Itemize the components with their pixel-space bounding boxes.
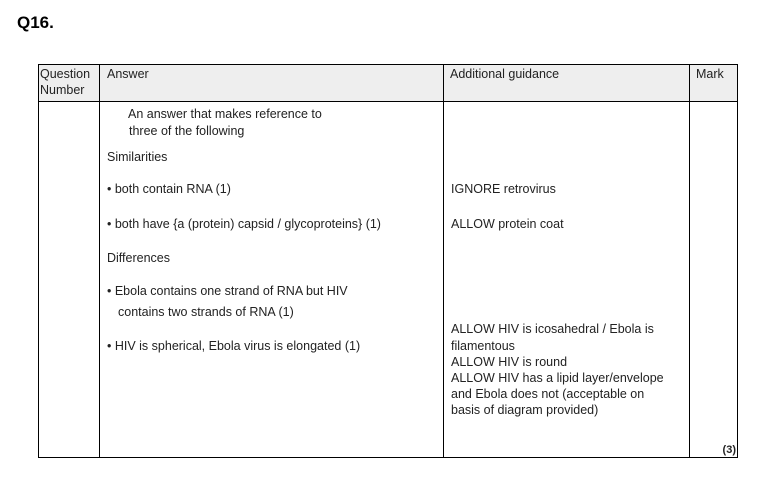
answer-cell: [100, 102, 444, 458]
difference-1-line-2: contains two strands of RNA (1): [118, 305, 294, 319]
question-label: Q16.: [17, 13, 54, 32]
question-number-cell: [39, 102, 100, 458]
header-question-number-line-1: Question: [40, 67, 91, 81]
guidance-3-line-6: basis of diagram provided): [451, 403, 599, 417]
guidance-3-line-5: and Ebola does not (acceptable on: [451, 387, 645, 401]
guidance-1: IGNORE retrovirus: [451, 182, 556, 196]
guidance-cell: [444, 102, 690, 458]
answer-intro-line-1: An answer that makes reference to: [128, 107, 322, 121]
header-question-number: [39, 65, 100, 102]
difference-2: • HIV is spherical, Ebola virus is elongated (1): [107, 339, 361, 353]
similarities-heading: Similarities: [107, 150, 168, 164]
similarity-1: • both contain RNA (1): [107, 182, 231, 196]
difference-1-line-1: • Ebola contains one strand of RNA but HIV: [107, 284, 348, 298]
answer-intro-line-2: three of the following: [129, 124, 245, 138]
mark-scheme-table: [38, 64, 738, 458]
answer-row: [39, 102, 738, 458]
header-question-number-line-2: Number: [40, 83, 85, 97]
guidance-2: ALLOW protein coat: [451, 217, 564, 231]
differences-heading: Differences: [107, 251, 170, 265]
guidance-3-line-3: ALLOW HIV is round: [451, 355, 568, 369]
header-guidance: Additional guidance: [444, 65, 690, 102]
similarity-2: • both have {a (protein) capsid / glycoproteins} (1): [107, 217, 381, 231]
guidance-3-line-1: ALLOW HIV is icosahedral / Ebola is: [451, 322, 654, 336]
guidance-3-line-2: filamentous: [451, 339, 515, 353]
header-row: [39, 65, 738, 102]
header-mark: Mark: [690, 65, 738, 102]
mark-total: (3): [722, 444, 736, 456]
mark-cell: [690, 102, 738, 458]
guidance-3-line-4: ALLOW HIV has a lipid layer/envelope: [451, 371, 664, 385]
header-answer: Answer: [100, 65, 444, 102]
